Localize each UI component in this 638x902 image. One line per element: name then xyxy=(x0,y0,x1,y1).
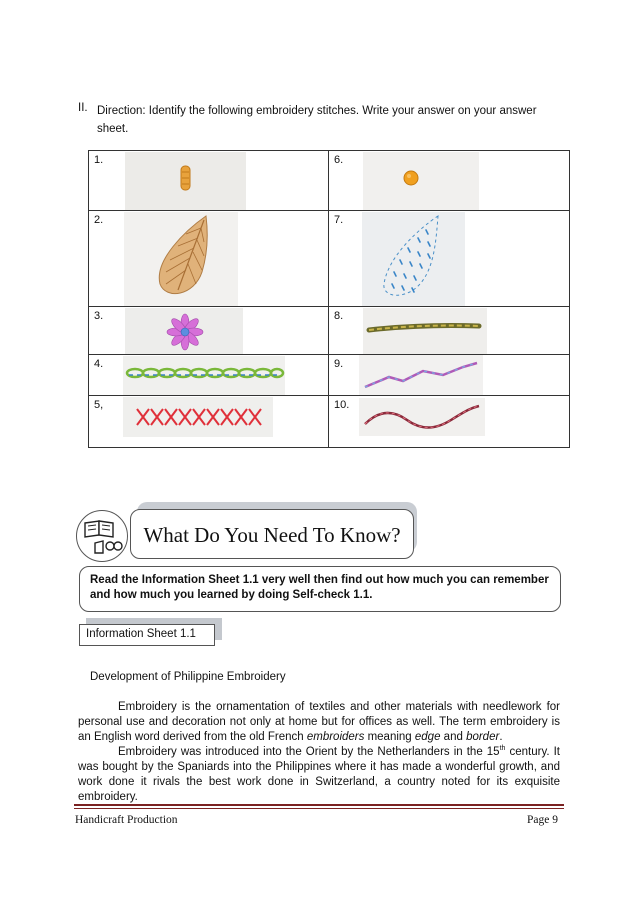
stitch-number: 9. xyxy=(334,358,344,370)
stitch-photo-lazy-daisy-stitch xyxy=(125,308,243,354)
stitch-table xyxy=(88,150,570,448)
page-number: Page 9 xyxy=(527,814,558,826)
paragraph-1: Embroidery is the ornamentation of textiles and other materials with needlework for personal use and decoration not only at home but for offices as well. The term embroidery is an English word derived from the old French embroiders meaning edge and border. xyxy=(78,701,560,743)
stitch-number: 8. xyxy=(334,310,344,322)
stitch-cell-10 xyxy=(329,396,570,448)
stitch-number: 6. xyxy=(334,154,344,166)
stitch-number: 2. xyxy=(94,214,104,226)
section-title: What Do You Need To Know? xyxy=(143,523,401,547)
stitch-cell-9 xyxy=(329,355,570,396)
stitch-cell-7 xyxy=(329,211,570,307)
stitch-cell-1 xyxy=(89,151,329,211)
stitch-cell-2 xyxy=(89,211,329,307)
content-heading: Development of Philippine Embroidery xyxy=(90,671,286,683)
read-instruction-text: Read the Information Sheet 1.1 very well then find out how much you can remember and how much you learned by doing Self-check 1.1. xyxy=(90,574,549,601)
stitch-photo-cross-stitch xyxy=(123,397,273,437)
stitch-photo-running-stitch xyxy=(359,398,485,436)
stitch-number: 5, xyxy=(94,399,104,411)
direction-number: II. xyxy=(78,102,88,114)
stitch-cell-5 xyxy=(89,396,329,448)
stitch-number: 10. xyxy=(334,399,350,411)
book-reading-icon xyxy=(77,511,127,561)
stitch-number: 4. xyxy=(94,358,104,370)
stitch-photo-french-knot xyxy=(363,152,479,210)
stitch-number: 1. xyxy=(94,154,104,166)
info-sheet-label: Information Sheet 1.1 xyxy=(86,628,196,640)
footer-rule xyxy=(74,804,564,806)
direction-text: Direction: Identify the following embroidery stitches. Write your answer on your answer sheet. xyxy=(97,105,537,135)
stitch-photo-stem-stitch xyxy=(363,308,487,354)
footer-rule-thin xyxy=(74,808,564,809)
stitch-number: 3. xyxy=(94,310,104,322)
banner-icon-frame xyxy=(76,510,128,562)
stitch-cell-4 xyxy=(89,355,329,396)
stitch-photo-whipped-stitch xyxy=(359,355,483,395)
stitch-cell-3 xyxy=(89,307,329,355)
stitch-photo-chain-stitch xyxy=(123,356,285,395)
stitch-cell-6 xyxy=(329,151,570,211)
footer-title: Handicraft Production xyxy=(75,814,178,826)
stitch-number: 7. xyxy=(334,214,344,226)
stitch-photo-fishbone-stitch xyxy=(124,212,238,306)
stitch-photo-bullion-knot xyxy=(125,152,246,210)
paragraph-2: Embroidery was introduced into the Orient by the Netherlanders in the 15th century. It was bought by the Spaniards into the Philippines where it has made a wonderful growth, and work done it rivals the best work done in Switzerland, a country noted for its exquisite embroidery. xyxy=(78,745,560,803)
stitch-cell-8 xyxy=(329,307,570,355)
stitch-photo-seed-stitch xyxy=(362,212,465,306)
content-body xyxy=(78,700,560,805)
